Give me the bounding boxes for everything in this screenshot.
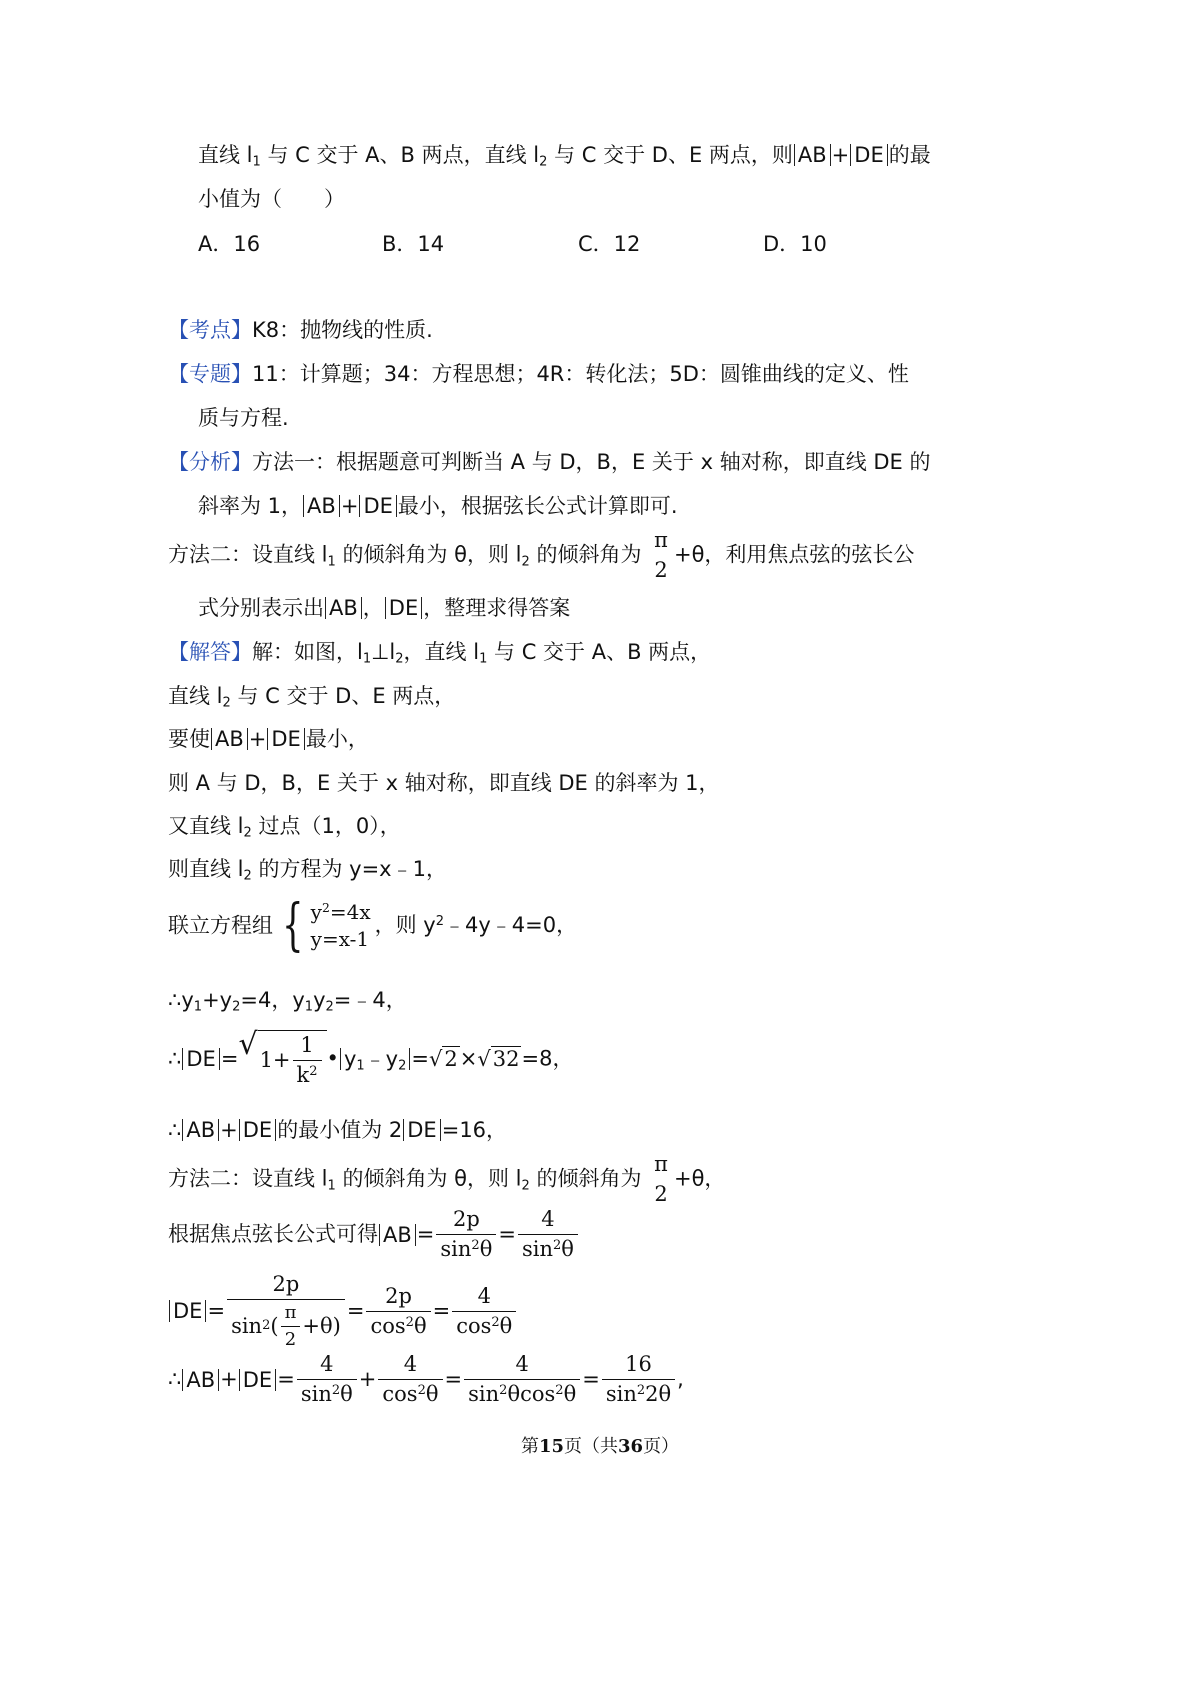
fenxi-line-4: 式分别表示出 AB ， DE ，整理求得答案 bbox=[198, 596, 571, 620]
total-pages: 36 bbox=[618, 1436, 644, 1457]
question-line-2: 小值为（ ） bbox=[198, 187, 345, 211]
jieda-line-4: 则 A 与 D，B，E 关于 x 轴对称，即直线 DE 的斜率为 1， bbox=[168, 771, 720, 795]
option-a: A．16 bbox=[198, 232, 261, 256]
fenxi-line-1: 【分析】方法一：根据题意可判断当 A 与 D，B，E 关于 x 轴对称，即直线 DE 的 bbox=[168, 450, 931, 474]
abs-ab: AB bbox=[794, 144, 831, 166]
equation-system: { $y^2=4x$ y=x-1 bbox=[282, 893, 371, 958]
jieda-line-10: ∴ AB + DE 的最小值为 2 DE =16， bbox=[168, 1118, 508, 1142]
kaodian-tag: 【考点】 bbox=[168, 318, 252, 342]
jieda-line-8: $\therefore y_1+y_2=4$，$y_1y_2=﹣4$， bbox=[168, 988, 407, 1015]
fenxi-line-2: 斜率为 1， AB + DE 最小，根据弦长公式计算即可. bbox=[198, 494, 678, 518]
abs-de: DE bbox=[850, 144, 887, 166]
option-b: B．14 bbox=[382, 232, 445, 256]
jieda-line-14: ∴ AB + DE = $\frac{4}{\sin^2\theta}$ + $\frac{4}{\cos^2\theta}$ = $\frac{4}{\sin^2\theta\cos^2\theta}$ = $\frac{16}{\sin^22\theta}$ , bbox=[168, 1352, 684, 1407]
jieda-tag: 【解答】 bbox=[168, 640, 252, 664]
jieda-line-13: DE = 2p sin 2 ( $\frac{\pi}{2}$ +θ) = $\frac{2p}{\cos^2\theta}$ = $\frac{4}{\cos^2\theta}$ bbox=[168, 1272, 518, 1350]
zhuanti-line-2: 质与方程. bbox=[198, 406, 289, 430]
zhuanti-tag: 【专题】 bbox=[168, 362, 252, 386]
option-c: C．12 bbox=[578, 232, 641, 256]
jieda-line-7: 联立方程组 { $y^2=4x$ y=x-1 ，则 $y^2﹣4y﹣4=0$， bbox=[168, 893, 578, 958]
option-d: D．10 bbox=[763, 232, 827, 256]
fraction-pi-over-2: π 2 bbox=[654, 528, 668, 583]
fenxi-line-3: 方法二：设直线 $l_1$ 的倾斜角为 θ，则 $l_2$ 的倾斜角为 π 2 +θ，利用焦点弦的弦长公 bbox=[168, 528, 915, 583]
jieda-line-12: 根据焦点弦长公式可得 AB = $\frac{2p}{\sin^2\theta}$ = $\frac{4}{\sin^2\theta}$ bbox=[168, 1207, 580, 1262]
kaodian-line: 【考点】K8：抛物线的性质. bbox=[168, 318, 433, 342]
jieda-line-5: 又直线 $l_2$ 过点（1，0）， bbox=[168, 814, 401, 841]
jieda-line-9: ∴ DE = √ 1+ $\frac{1}{k^2}$ • $y_1﹣y_2$ = √ 2 × √ 32 =8， bbox=[168, 1027, 574, 1088]
jieda-line-1: 【解答】解：如图，$l_1\perp l_2$，直线 $l_1$ 与 C 交于 A、B 两点， bbox=[168, 640, 712, 667]
zhuanti-line-1: 【专题】11：计算题；34：方程思想；4R：转化法；5D：圆锥曲线的定义、性 bbox=[168, 362, 909, 386]
page-footer: 第15页（共36页） bbox=[520, 1436, 680, 1457]
jieda-line-3: 要使 AB + DE 最小， bbox=[168, 727, 369, 751]
question-line-1: 直线 $l_1$ 与 C 交于 A、B 两点，直线 $l_2$ 与 C 交于 D、E 两点，则 AB + DE 的最 bbox=[198, 143, 931, 170]
fenxi-tag: 【分析】 bbox=[168, 450, 252, 474]
jieda-line-11: 方法二：设直线 $l_1$ 的倾斜角为 θ，则 $l_2$ 的倾斜角为 π 2 +θ， bbox=[168, 1152, 726, 1207]
left-brace: { bbox=[282, 893, 304, 958]
page-number: 15 bbox=[538, 1436, 564, 1457]
jieda-line-2: 直线 $l_2$ 与 C 交于 D、E 两点， bbox=[168, 684, 456, 711]
jieda-line-6: 则直线 $l_2$ 的方程为 y=x﹣1， bbox=[168, 857, 447, 884]
radical-expression: √ 1+ $\frac{1}{k^2}$ bbox=[238, 1030, 326, 1088]
